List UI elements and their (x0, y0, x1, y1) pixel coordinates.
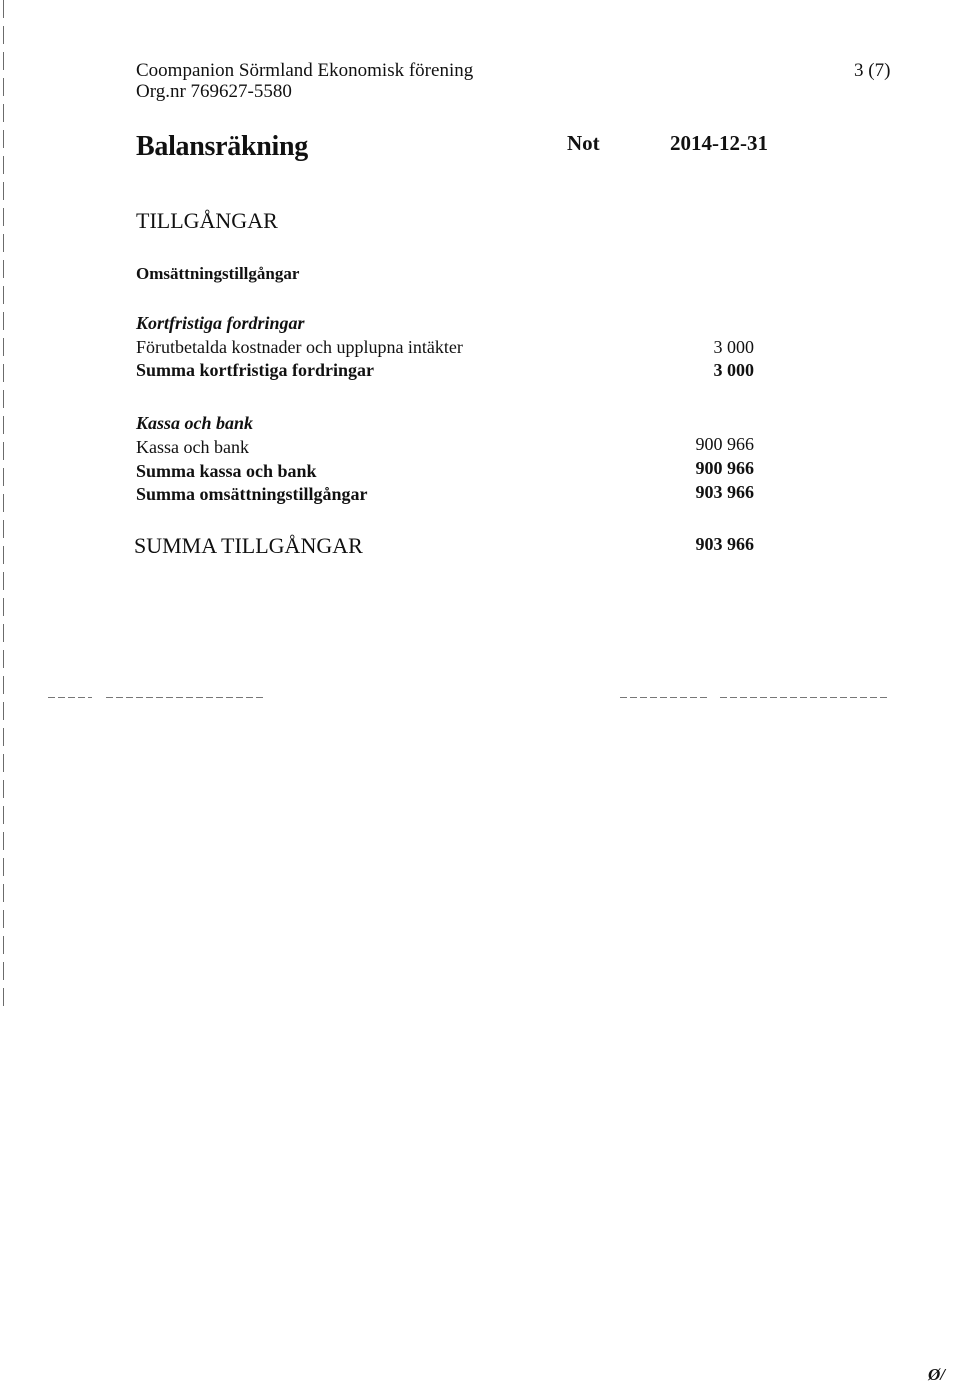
row-amount-prepaid: 3 000 (713, 337, 754, 357)
row-label-cash: Kassa och bank (136, 437, 249, 457)
document-title: Balansräkning (136, 131, 308, 162)
page-number: 3 (7) (854, 60, 891, 81)
row-label-prepaid: Förutbetalda kostnader och upplupna intäkter (136, 337, 463, 357)
total-amount-current-assets: 903 966 (695, 482, 754, 502)
scan-dash-line (720, 697, 890, 698)
organization-number: Org.nr 769627-5580 (136, 81, 292, 102)
column-header-date: 2014-12-31 (670, 131, 768, 155)
subsection-heading: Omsättningstillgångar (136, 264, 300, 283)
column-header-note: Not (567, 131, 600, 155)
row-amount-cash: 900 966 (695, 434, 754, 454)
grand-total-amount: 903 966 (695, 534, 754, 554)
group-heading-cash: Kassa och bank (136, 413, 254, 433)
scan-dash-line (48, 697, 92, 698)
handwritten-mark: Ø/ (928, 1365, 945, 1384)
scan-dash-line (620, 697, 710, 698)
section-heading: TILLGÅNGAR (136, 208, 278, 233)
total-label-current-assets: Summa omsättningstillgångar (136, 484, 368, 504)
total-label-cash: Summa kassa och bank (136, 461, 317, 481)
scan-dash-line (106, 697, 266, 698)
grand-total-label: SUMMA TILLGÅNGAR (134, 533, 363, 558)
total-amount-receivables: 3 000 (713, 360, 754, 380)
organization-name: Coompanion Sörmland Ekonomisk förening (136, 60, 474, 81)
total-amount-cash: 900 966 (695, 458, 754, 478)
total-label-receivables: Summa kortfristiga fordringar (136, 360, 374, 380)
group-heading-receivables: Kortfristiga fordringar (136, 313, 305, 333)
scan-edge-line (3, 0, 4, 1010)
